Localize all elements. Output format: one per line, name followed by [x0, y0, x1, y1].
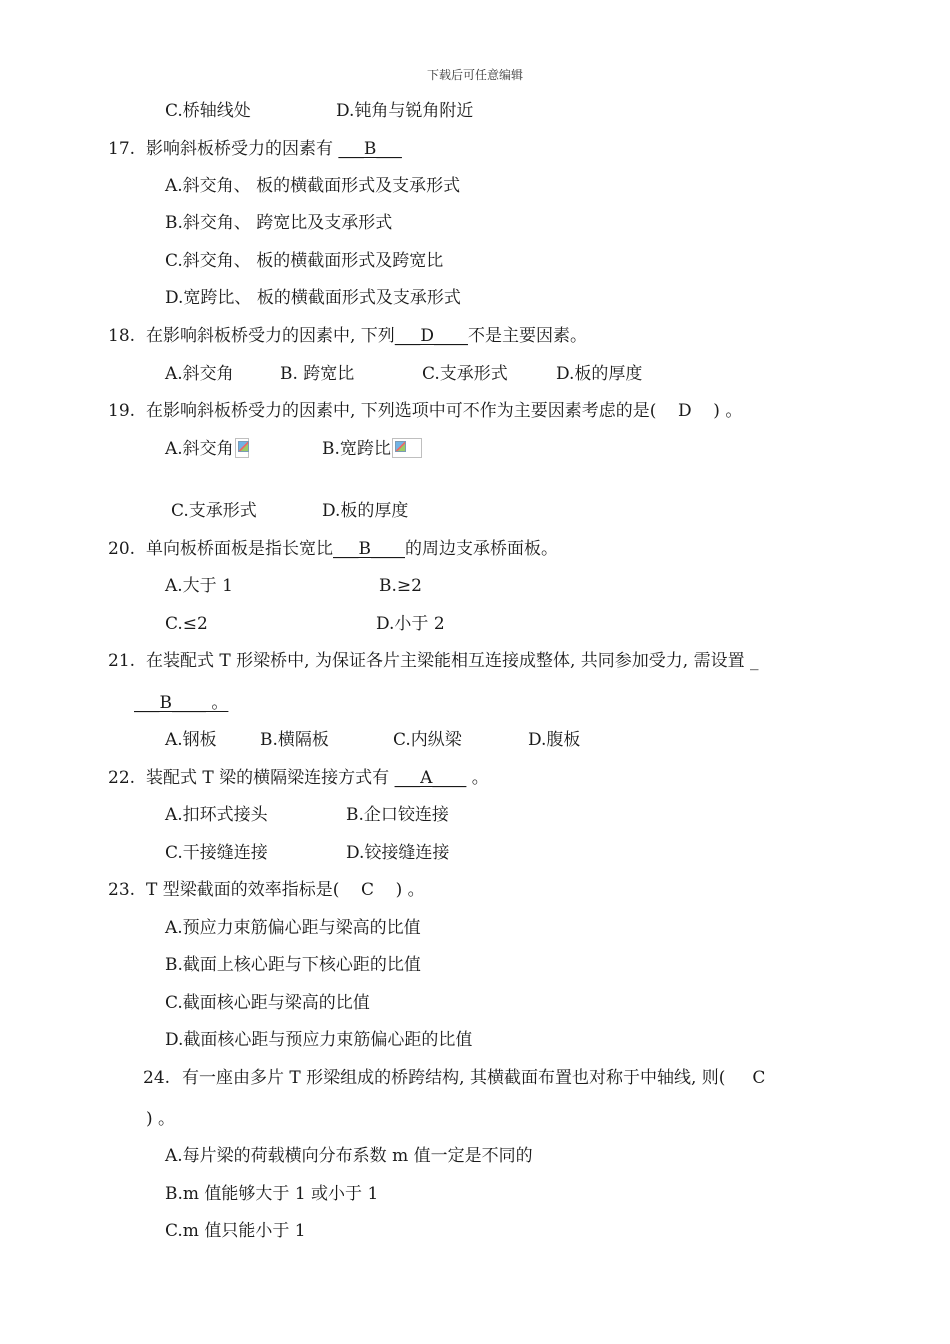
option-d: D.腹板: [528, 730, 581, 750]
question-20: [146, 538, 558, 560]
question-text-tail: 。: [466, 768, 489, 788]
answer-blank: ___B____: [333, 539, 405, 559]
option-a: A.预应力束筋偏心距与梁高的比值: [165, 918, 421, 938]
answer-blank: ___B____ 。: [134, 693, 229, 713]
question-number: 18.: [108, 326, 136, 346]
option-c: C.≤2: [165, 614, 208, 634]
question-22: [146, 767, 489, 789]
question-number: 19.: [108, 401, 136, 421]
option-c: C.m 值只能小于 1: [165, 1221, 306, 1241]
option-b: B. 跨宽比: [280, 364, 355, 384]
option-c: C.截面核心距与梁高的比值: [165, 993, 370, 1013]
option-b: B.截面上核心距与下核心距的比值: [165, 955, 421, 975]
question-24: 有一座由多片 T 形梁组成的桥跨结构, 其横截面布置也对称于中轴线, 则( C: [182, 1068, 766, 1088]
question-24-cont: ) 。: [146, 1109, 176, 1129]
answer-blank: ___B___: [338, 139, 402, 159]
option-c: C.支承形式: [422, 364, 508, 384]
question-number: 20.: [108, 539, 136, 559]
option-d: D.钝角与锐角附近: [336, 101, 474, 121]
option-b-text: B.宽跨比: [322, 439, 391, 459]
option-b: B.企口铰连接: [346, 805, 449, 825]
option-d: D.小于 2: [376, 614, 445, 634]
question-text: 单向板桥面板是指长宽比: [146, 539, 333, 559]
option-b: [322, 438, 422, 460]
question-19: 在影响斜板桥受力的因素中, 下列选项中可不作为主要因素考虑的是( D ) 。: [146, 401, 743, 421]
answer-blank: ___A____: [394, 768, 467, 788]
question-23: T 型梁截面的效率指标是( C ) 。: [146, 880, 425, 900]
option-c: C.干接缝连接: [165, 843, 268, 863]
option-b: B.m 值能够大于 1 或小于 1: [165, 1184, 379, 1204]
option-c: C.桥轴线处: [165, 101, 251, 121]
question-text-tail: 的周边支承桥面板。: [405, 539, 558, 559]
question-text: 在影响斜板桥受力的因素中, 下列: [146, 326, 395, 346]
option-c: C.斜交角、 板的横截面形式及跨宽比: [165, 251, 444, 271]
option-a: [165, 438, 249, 460]
option-a: A.扣环式接头: [165, 805, 268, 825]
question-number: 22.: [108, 768, 136, 788]
option-a: A.钢板: [165, 730, 217, 750]
question-21: 在装配式 T 形梁桥中, 为保证各片主梁能相互连接成整体, 共同参加受力, 需设置 _: [146, 651, 759, 671]
question-number: 23.: [108, 880, 136, 900]
option-c: C.内纵梁: [393, 730, 462, 750]
question-text: 装配式 T 梁的横隔梁连接方式有: [146, 768, 395, 788]
question-text: 影响斜板桥受力的因素有: [146, 139, 339, 159]
option-a: A.每片梁的荷载横向分布系数 m 值一定是不同的: [165, 1146, 533, 1166]
option-d: D.板的厚度: [322, 501, 409, 521]
page-header: 下载后可任意编辑: [426, 68, 523, 82]
option-a-text: A.斜交角: [165, 439, 234, 459]
broken-image-icon: [392, 438, 422, 458]
option-d: D.截面核心距与预应力束筋偏心距的比值: [165, 1030, 473, 1050]
option-a: A.斜交角: [165, 364, 234, 384]
option-d: D.板的厚度: [556, 364, 643, 384]
option-d: D.铰接缝连接: [346, 843, 450, 863]
option-b: B.≥2: [379, 576, 422, 596]
question-text-tail: 不是主要因素。: [467, 326, 587, 346]
broken-image-icon: [235, 438, 249, 458]
option-a: A.斜交角、 板的横截面形式及支承形式: [165, 176, 461, 196]
question-number: 24.: [143, 1068, 171, 1088]
option-c: C.支承形式: [171, 501, 257, 521]
option-b: B.横隔板: [260, 730, 329, 750]
option-a: A.大于 1: [165, 576, 233, 596]
question-18: [146, 325, 587, 347]
answer-blank: ___D____: [394, 326, 468, 346]
question-number: 21.: [108, 651, 136, 671]
question-number: 17.: [108, 139, 136, 159]
option-b: B.斜交角、 跨宽比及支承形式: [165, 213, 393, 233]
option-d: D.宽跨比、 板的横截面形式及支承形式: [165, 288, 461, 308]
question-17: [146, 138, 402, 160]
